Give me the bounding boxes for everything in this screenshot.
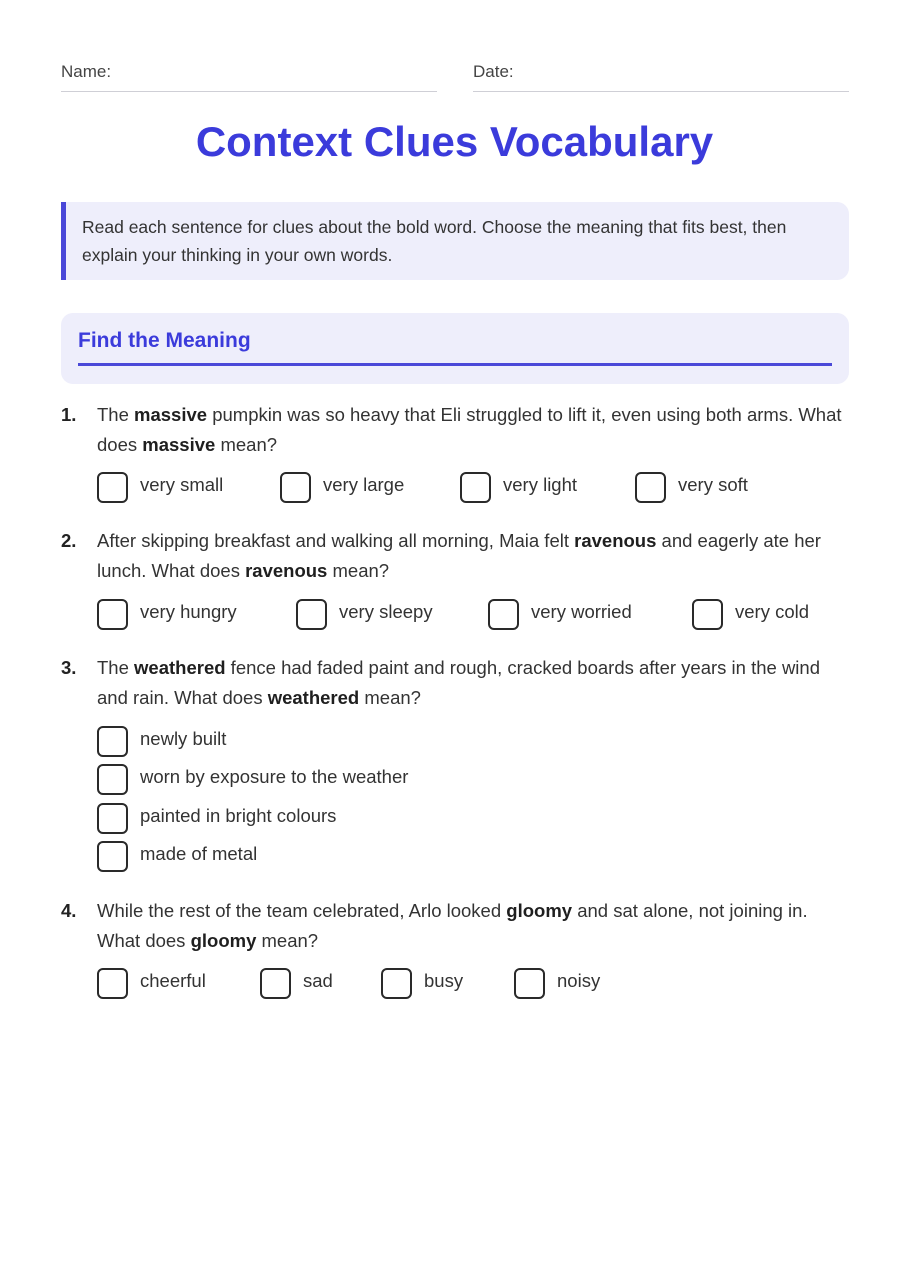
option-label: very worried xyxy=(531,601,632,622)
target-word: gloomy xyxy=(506,900,573,921)
checkbox-icon[interactable] xyxy=(97,968,128,999)
question-number: 1. xyxy=(61,404,77,425)
date-field[interactable] xyxy=(473,62,849,92)
question-text: The weathered fence had faded paint and rough, cracked boards after years in the wind and rain. What does weathered mean? xyxy=(97,657,820,708)
checkbox-icon[interactable] xyxy=(97,764,128,795)
checkbox-icon[interactable] xyxy=(514,968,545,999)
target-word: weathered xyxy=(134,657,226,678)
option-label: very cold xyxy=(735,601,810,622)
header-fields xyxy=(61,62,849,94)
question-text: The massive pumpkin was so heavy that Eli struggled to lift it, even using both arms. What does massive mean? xyxy=(97,404,842,455)
option-label: newly built xyxy=(140,728,227,749)
target-word: ravenous xyxy=(245,559,328,581)
option-label: busy xyxy=(424,970,464,991)
option-label: cheerful xyxy=(140,970,206,991)
option-label: very hungry xyxy=(140,601,237,622)
checkbox-icon[interactable] xyxy=(97,472,128,503)
worksheet-title: Context Clues Vocabulary xyxy=(195,118,714,165)
question-text: After skipping breakfast and walking all morning, Maia felt ravenous and eagerly ate her lunch. What does ravenous mean? xyxy=(97,530,821,581)
target-word: gloomy xyxy=(190,929,257,951)
checkbox-icon[interactable] xyxy=(635,472,666,503)
question-text: While the rest of the team celebrated, Arlo looked gloomy and sat alone, not joining in. What does gloomy mean? xyxy=(97,900,808,951)
question-number: 3. xyxy=(61,657,77,678)
checkbox-icon[interactable] xyxy=(296,599,327,630)
question-3 xyxy=(61,653,849,878)
checkbox-icon[interactable] xyxy=(97,803,128,834)
checkbox-icon[interactable] xyxy=(260,968,291,999)
question-number: 2. xyxy=(61,530,77,551)
option-label: sad xyxy=(303,970,333,991)
checkbox-icon[interactable] xyxy=(692,599,723,630)
option-label: very light xyxy=(503,474,578,495)
question-4 xyxy=(61,896,849,1006)
checkbox-icon[interactable] xyxy=(97,726,128,757)
checkbox-icon[interactable] xyxy=(97,599,128,630)
name-field[interactable] xyxy=(61,62,437,92)
option-label: noisy xyxy=(557,970,601,991)
checkbox-icon[interactable] xyxy=(381,968,412,999)
name-label: Name: xyxy=(61,62,112,81)
checkbox-icon[interactable] xyxy=(280,472,311,503)
target-word: weathered xyxy=(267,686,360,708)
section-divider xyxy=(78,363,832,366)
option-label: very sleepy xyxy=(339,601,433,622)
question-2 xyxy=(61,526,849,636)
option-label: made of metal xyxy=(140,843,258,864)
target-word: massive xyxy=(134,404,208,425)
option-label: very large xyxy=(323,474,405,495)
checkbox-icon[interactable] xyxy=(460,472,491,503)
section-header xyxy=(61,313,849,384)
option-label: painted in bright colours xyxy=(140,805,337,826)
instructions-box xyxy=(61,202,849,280)
question-1 xyxy=(61,400,849,510)
instructions-text: Read each sentence for clues about the bold word. Choose the meaning that fits best, then explain your thinking in your own words. xyxy=(82,217,787,265)
option-label: very small xyxy=(140,474,224,495)
section-title: Find the Meaning xyxy=(78,329,251,352)
checkbox-icon[interactable] xyxy=(97,841,128,872)
option-label: very soft xyxy=(678,474,748,495)
question-number: 4. xyxy=(61,900,77,921)
target-word: ravenous xyxy=(574,530,657,551)
target-word: massive xyxy=(142,433,216,455)
checkbox-icon[interactable] xyxy=(488,599,519,630)
option-label: worn by exposure to the weather xyxy=(140,766,409,787)
date-label: Date: xyxy=(473,62,514,81)
